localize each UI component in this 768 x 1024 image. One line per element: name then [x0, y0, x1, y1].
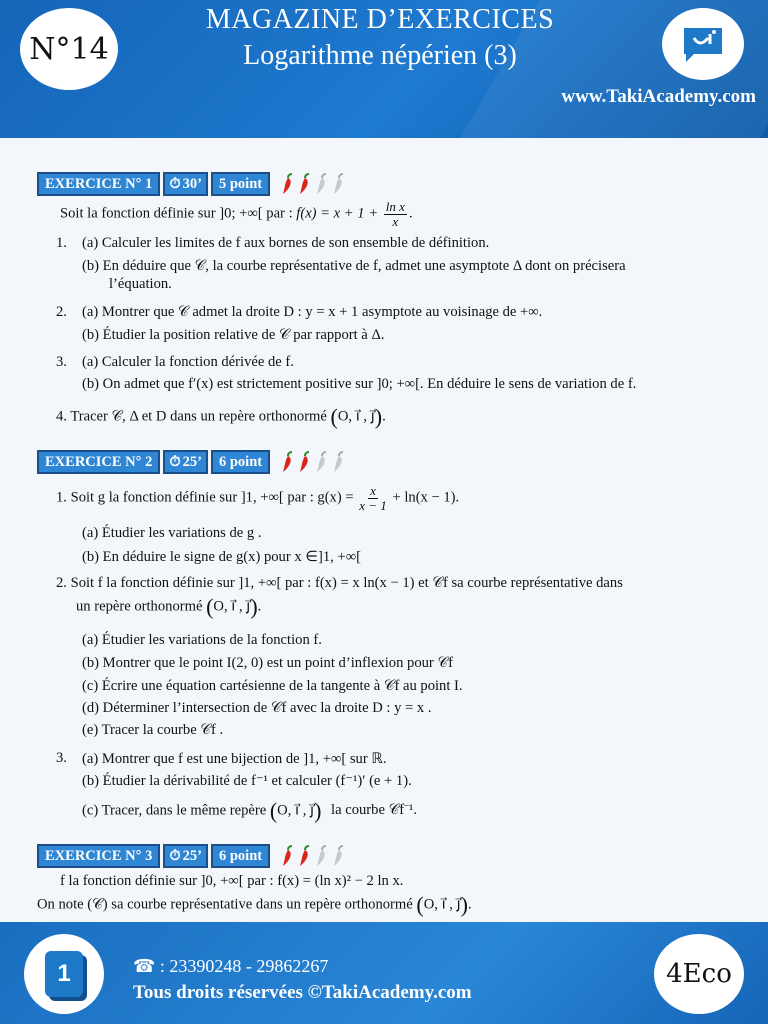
exercise-label: EXERCICE N° 1 — [37, 172, 160, 196]
ex1-q2a: (a) Montrer que 𝒞 admet la droite D : y = x + 1 asymptote au voisinage de +∞. — [82, 304, 543, 320]
ex2-q2e: (e) Tracer la courbe 𝒞f . — [82, 722, 224, 738]
ex1-q2-number: 2. — [56, 304, 67, 320]
chili-empty-icon — [330, 450, 346, 474]
exercise-3-header — [37, 844, 346, 868]
chili-filled-icon — [279, 172, 295, 196]
magazine-number: N°14 — [20, 8, 118, 90]
exercise-time: ⏱ 25’ — [163, 844, 208, 868]
ex2-q2d: (d) Déterminer l’intersection de 𝒞f avec la droite D : y = x . — [82, 700, 432, 716]
exercise-points: 6 point — [211, 844, 270, 868]
chili-filled-icon — [296, 450, 312, 474]
page-number: 1 — [45, 951, 83, 997]
stopwatch-icon: ⏱ — [169, 453, 181, 470]
website-link[interactable]: www.TakiAcademy.com — [561, 86, 756, 107]
chili-empty-icon — [313, 844, 329, 868]
ex1-q1b-cont: l’équation. — [109, 276, 172, 292]
exercise-label: EXERCICE N° 2 — [37, 450, 160, 474]
chili-empty-icon — [313, 172, 329, 196]
ex2-q3-number: 3. — [56, 750, 67, 766]
exercise-time: ⏱ 25’ — [163, 450, 208, 474]
ex1-q1a: (a) Calculer les limites de f aux bornes de son ensemble de définition. — [82, 235, 490, 251]
chili-filled-icon — [279, 844, 295, 868]
page-header — [0, 0, 768, 138]
ex2-q1b: (b) En déduire le signe de g(x) pour x ∈]1, +∞[ — [82, 549, 361, 565]
ex2-q2-intro-cont: un repère orthonormé (O, i⃗ , j⃗). — [76, 594, 262, 619]
ex2-q1: 1. Soit g la fonction définie sur ]1, +∞[ par : g(x) = $\frac{x}{x - 1}$ + ln(x − 1). — [56, 483, 460, 513]
ex3-line2: On note (𝒞) sa courbe représentative dans un repère orthonormé (O, i⃗ , j⃗). — [37, 892, 472, 917]
chili-filled-icon — [279, 450, 295, 474]
magazine-subtitle: Logarithme népérien (3) — [243, 40, 517, 71]
phone-contact: ☎ : 23390248 - 29862267 — [133, 956, 329, 976]
ex2-q3b: (b) Étudier la dérivabilité de f⁻¹ et calculer (f⁻¹)′ (e + 1). — [82, 773, 412, 789]
ex2-q2b: (b) Montrer que le point I(2, 0) est un point d’inflexion pour 𝒞f — [82, 655, 453, 671]
ex3-line1: f la fonction définie sur ]0, +∞[ par : f(x) = (ln x)² − 2 ln x. — [60, 873, 404, 889]
stopwatch-icon: ⏱ — [169, 847, 181, 864]
chili-filled-icon — [296, 172, 312, 196]
ex1-q2b: (b) Étudier la position relative de 𝒞 par rapport à Δ. — [82, 327, 385, 343]
exercise-points: 5 point — [211, 172, 270, 196]
page-number-badge — [24, 934, 104, 1014]
exercise-2-header — [37, 450, 346, 474]
exercise-time: ⏱ 30’ — [163, 172, 208, 196]
difficulty-rating — [279, 450, 346, 474]
ex1-q3a: (a) Calculer la fonction dérivée de f. — [82, 354, 294, 370]
ex1-q1-number: 1. — [56, 235, 67, 251]
exercise-label: EXERCICE N° 3 — [37, 844, 160, 868]
chili-empty-icon — [330, 844, 346, 868]
page-footer — [0, 922, 768, 1024]
stopwatch-icon: ⏱ — [169, 175, 181, 192]
takiacademy-logo-icon — [662, 8, 744, 80]
exercise-content — [0, 138, 768, 922]
ex1-q4: 4. Tracer 𝒞, Δ et D dans un repère orthonormé (O, i⃗ , j⃗). — [56, 404, 386, 429]
magazine-title: MAGAZINE D’EXERCICES — [205, 4, 555, 35]
difficulty-rating — [279, 844, 346, 868]
copyright-notice: Tous droits réservées ©TakiAcademy.com — [133, 982, 472, 1003]
ex1-q1b: (b) En déduire que 𝒞, la courbe représentative de f, admet une asymptote Δ dont on précisera — [82, 258, 626, 274]
ex2-q1a: (a) Étudier les variations de g . — [82, 525, 262, 541]
ex2-q2a: (a) Étudier les variations de la fonction f. — [82, 632, 322, 648]
ex1-q3b: (b) On admet que f′(x) est strictement positive sur ]0; +∞[. En déduire le sens de variation de f. — [82, 376, 637, 392]
exercise-1-header — [37, 172, 346, 196]
level-badge: 4Eco — [654, 934, 744, 1014]
ex2-q3c: (c) Tracer, dans le même repère (O, i⃗ , j⃗) la courbe 𝒞f⁻¹. — [82, 798, 418, 823]
exercise-points: 6 point — [211, 450, 270, 474]
ex2-q2-intro: 2. Soit f la fonction définie sur ]1, +∞[ par : f(x) = x ln(x − 1) et 𝒞f sa courbe représentative dans — [56, 575, 623, 591]
chili-empty-icon — [313, 450, 329, 474]
ex1-intro: Soit la fonction définie sur ]0; +∞[ par : f(x) = x + 1 + $\frac{\text{ln x}}{x}$ . — [60, 199, 413, 229]
ex1-q3-number: 3. — [56, 354, 67, 370]
ex2-q3a: (a) Montrer que f est une bijection de ]1, +∞[ sur ℝ. — [82, 751, 387, 767]
chili-filled-icon — [296, 844, 312, 868]
ex2-q2c: (c) Écrire une équation cartésienne de la tangente à 𝒞f au point I. — [82, 678, 463, 694]
chili-empty-icon — [330, 172, 346, 196]
difficulty-rating — [279, 172, 346, 196]
